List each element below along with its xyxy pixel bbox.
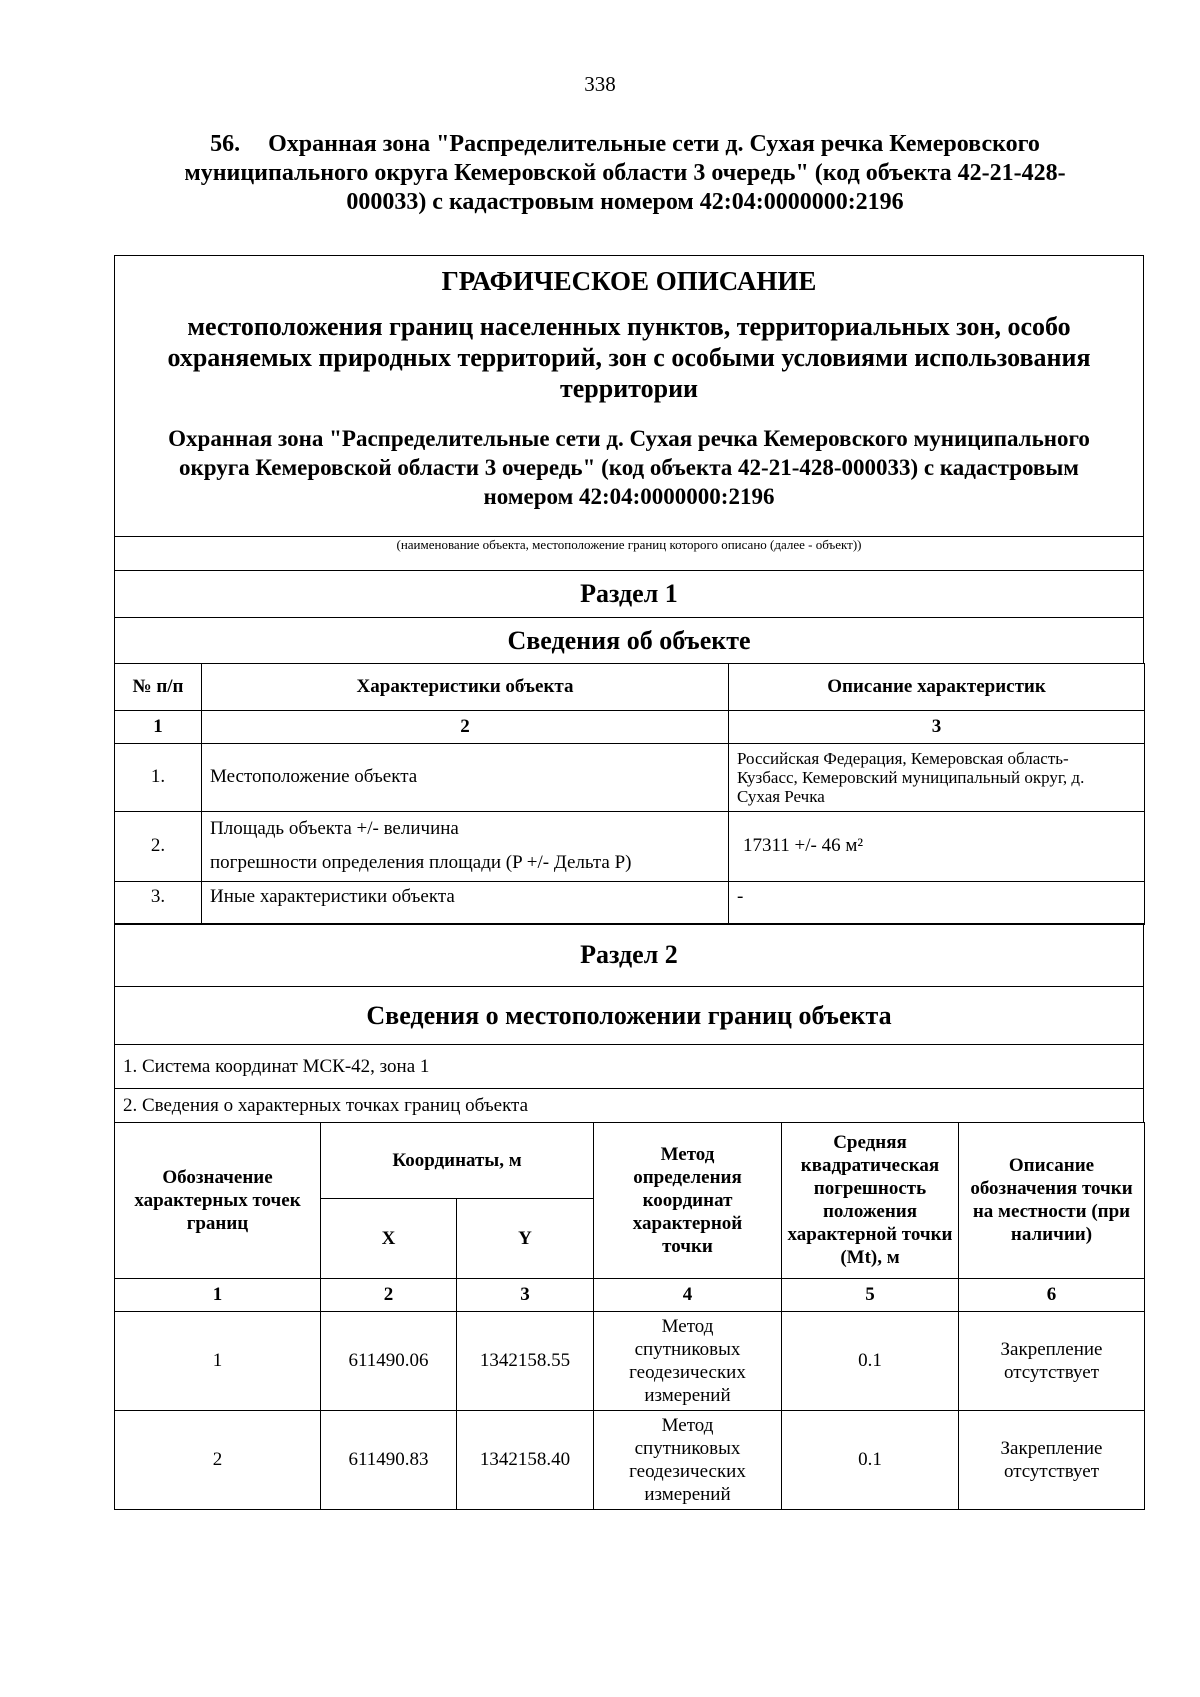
section2-label: Раздел 2 — [115, 924, 1144, 987]
point-id: 2 — [115, 1410, 321, 1509]
row-characteristic: Иные характеристики объекта — [202, 881, 729, 924]
col-number: 6 — [959, 1278, 1145, 1311]
col-number: 3 — [729, 710, 1145, 743]
table-row — [115, 811, 1145, 881]
header-error: Средняя квадратическая погрешность положения характерной точки (Mt), м — [782, 1122, 959, 1278]
doc-caption: (наименование объекта, местоположение границ которого описано (далее - объект)) — [115, 537, 1144, 571]
point-desc: Закрепление отсутствует — [959, 1410, 1145, 1509]
heading-number: 56. — [210, 131, 241, 157]
col-number: 1 — [115, 1278, 321, 1311]
row-characteristic-line1: Площадь объекта +/- величина — [210, 818, 459, 839]
title-cell — [115, 256, 1144, 537]
col-header-description: Описание характеристик — [729, 663, 1145, 710]
point-x: 611490.83 — [321, 1410, 457, 1509]
table-row — [115, 1410, 1145, 1509]
doc-title: ГРАФИЧЕСКОЕ ОПИСАНИЕ — [441, 266, 817, 296]
header-coords: Координаты, м — [321, 1122, 594, 1198]
row-characteristic: Местоположение объекта — [202, 743, 729, 811]
point-y: 1342158.55 — [457, 1311, 594, 1410]
row-num: 3. — [115, 881, 202, 924]
row-num: 2. — [115, 811, 202, 881]
doc-object-name: Охранная зона "Распределительные сети д. Сухая речка Кемеровского муниципального округа Кемеровской области 3 очередь" (код объекта 42-21-428-000033) с кадастровым номером 42:04:0000000:2196 — [168, 426, 1090, 509]
row-description: Российская Федерация, Кемеровская область-Кузбасс, Кемеровский муниципальный округ, д. Сухая Речка — [729, 743, 1145, 811]
coord-system: 1. Система координат МСК-42, зона 1 — [115, 1045, 1144, 1089]
point-x: 611490.06 — [321, 1311, 457, 1410]
header-y: Y — [457, 1198, 594, 1278]
col-number: 2 — [321, 1278, 457, 1311]
points-caption: 2. Сведения о характерных точках границ объекта — [115, 1089, 1144, 1123]
point-method: Метод спутниковых геодезических измерений — [594, 1410, 782, 1509]
section2-title: Сведения о местоположении границ объекта — [115, 987, 1144, 1045]
col-number: 2 — [202, 710, 729, 743]
point-mt: 0.1 — [782, 1311, 959, 1410]
point-y: 1342158.40 — [457, 1410, 594, 1509]
boundary-points-table — [114, 1122, 1145, 1510]
section1-label: Раздел 1 — [115, 571, 1144, 618]
section2-block — [114, 923, 1144, 1123]
header-description: Описание обозначения точки на местности (при наличии) — [959, 1122, 1145, 1278]
col-header-characteristic: Характеристики объекта — [202, 663, 729, 710]
row-num: 1. — [115, 743, 202, 811]
point-mt: 0.1 — [782, 1410, 959, 1509]
point-desc: Закрепление отсутствует — [959, 1311, 1145, 1410]
section-heading — [150, 130, 1100, 217]
col-number: 1 — [115, 710, 202, 743]
header-x: X — [321, 1198, 457, 1278]
section1-title: Сведения об объекте — [115, 618, 1144, 664]
table-row — [115, 743, 1145, 811]
object-info-table — [114, 663, 1145, 925]
point-method: Метод спутниковых геодезических измерений — [594, 1311, 782, 1410]
col-number: 3 — [457, 1278, 594, 1311]
header-designation: Обозначение характерных точек границ — [115, 1122, 321, 1278]
page-number: 338 — [584, 72, 616, 96]
col-number: 4 — [594, 1278, 782, 1311]
table-row — [115, 881, 1145, 924]
graphic-description-form — [114, 255, 1144, 1515]
row-characteristic-line2: погрешности определения площади (P +/- Дельта P) — [210, 852, 632, 873]
title-block — [114, 255, 1144, 664]
col-number: 5 — [782, 1278, 959, 1311]
row-description: 17311 +/- 46 м² — [729, 811, 1145, 881]
table-row — [115, 1311, 1145, 1410]
header-method: Метод определения координат характерной точки — [594, 1122, 782, 1278]
row-description: - — [729, 881, 1145, 924]
point-id: 1 — [115, 1311, 321, 1410]
heading-text: Охранная зона "Распределительные сети д. Сухая речка Кемеровского муниципального округа Кемеровской области 3 очередь" (код объекта 42-21-428-000033) с кадастровым номером 42:04:0000000:2196 — [184, 131, 1066, 215]
col-header-num: № п/п — [115, 663, 202, 710]
row-characteristic — [202, 811, 729, 881]
doc-subtitle: местоположения границ населенных пунктов, территориальных зон, особо охраняемых природных территорий, зон с особыми условиями использования территории — [167, 312, 1091, 403]
